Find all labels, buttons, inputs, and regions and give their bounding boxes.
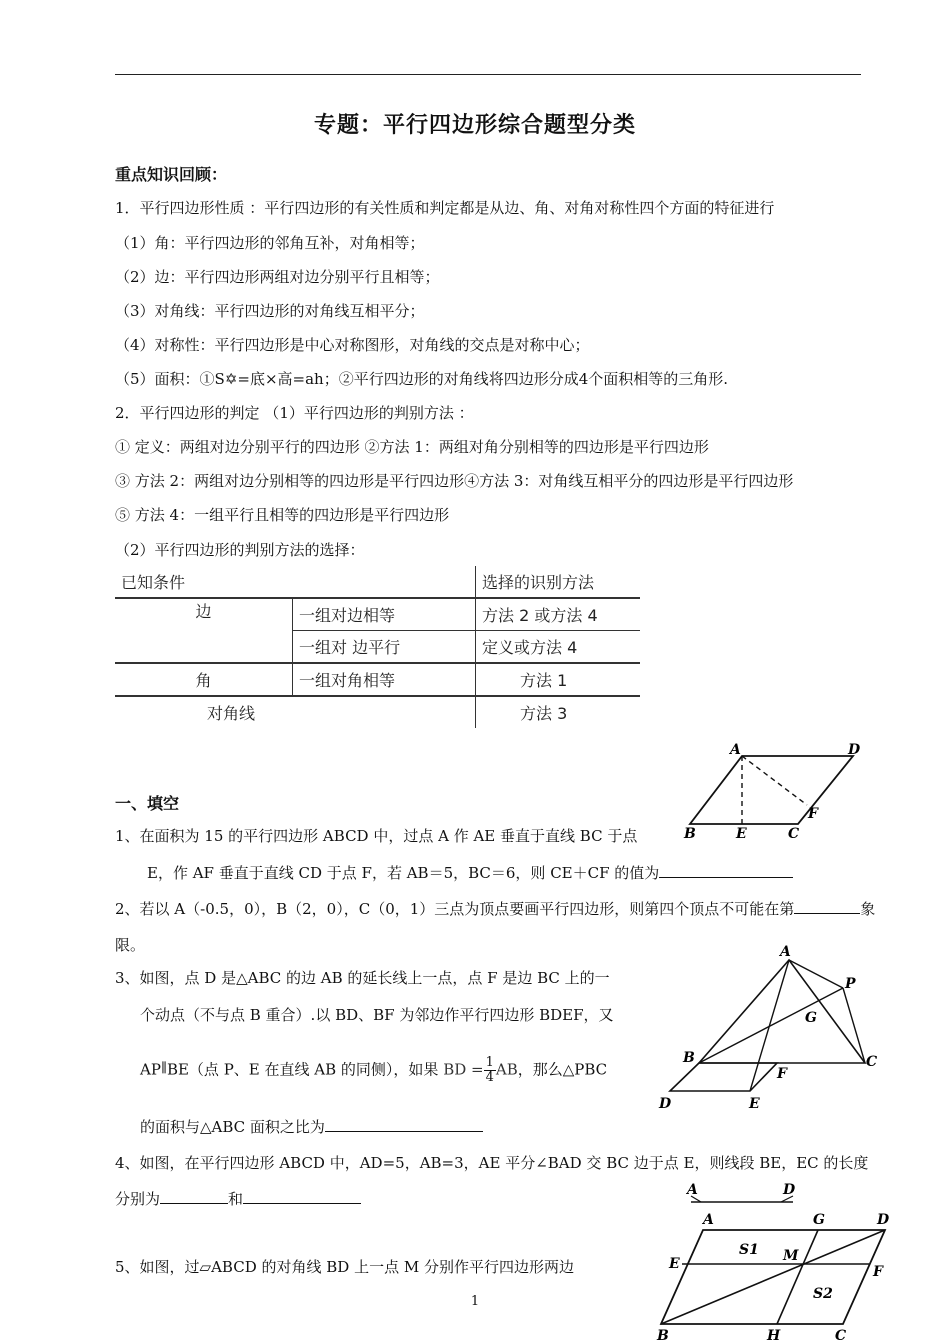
fig4-label: A <box>687 1182 698 1198</box>
answer-blank[interactable] <box>794 899 860 914</box>
header-rule <box>115 74 861 75</box>
fig3-label: F <box>777 1066 787 1082</box>
answer-blank[interactable] <box>659 863 793 878</box>
fig3-label: A <box>780 944 791 960</box>
fig5-label: H <box>767 1328 781 1344</box>
question-3-line: 个动点（不与点 B 重合）.以 BD、BF 为邻边作平行四边形 BDEF，又 <box>140 1006 614 1024</box>
figure-parallelogram-abcd <box>680 738 870 843</box>
fig1-label: D <box>848 742 861 758</box>
question-3-line <box>140 1056 607 1085</box>
fraction-lhs: BD = <box>443 1060 484 1079</box>
fig1-label: A <box>730 742 741 758</box>
review-line: （1）角：平行四边形的邻角互补，对角相等； <box>115 234 425 252</box>
parallel-equal-icon: ∥ <box>160 1060 167 1076</box>
fraction-numerator: 1 <box>485 1055 494 1070</box>
question-3-text: 的面积与△ABC 面积之比为 <box>140 1118 325 1136</box>
table-condition: 一组对角相等 <box>293 663 476 696</box>
table-method: 方法 2 或方法 4 <box>476 598 641 631</box>
review-line: ⑤ 方法 4：一组平行且相等的四边形是平行四边形 <box>115 506 450 524</box>
fig3-label: D <box>659 1096 672 1112</box>
fraction-denominator: 4 <box>485 1070 494 1085</box>
fig3-label: E <box>749 1096 760 1112</box>
figure-triangle-abc <box>655 938 878 1118</box>
answer-blank[interactable] <box>325 1117 483 1132</box>
fig3-label: C <box>866 1054 878 1070</box>
table-group: 对角线 <box>115 696 476 728</box>
page-title: 专题：平行四边形综合题型分类 <box>313 113 636 138</box>
review-heading: 重点知识回顾： <box>115 165 228 184</box>
table-condition: 一组对 边平行 <box>293 631 476 664</box>
table-header-condition: 已知条件 <box>115 566 476 598</box>
figure-parallelogram-bd-diagonal <box>655 1208 910 1344</box>
fig3-label: B <box>683 1050 695 1066</box>
fig5-label: F <box>873 1264 883 1280</box>
fig1-label: F <box>808 806 818 822</box>
review-line: （3）对角线：平行四边形的对角线互相平分； <box>115 302 425 320</box>
fig5-label: S2 <box>813 1286 833 1302</box>
question-1-line <box>147 862 793 883</box>
fig1-label: B <box>684 826 696 842</box>
review-line: （2）平行四边形的判别方法的选择： <box>115 541 365 559</box>
table-header-method: 选择的识别方法 <box>476 566 641 598</box>
question-5-line: 5、如图，过▱ABCD 的对角线 BD 上一点 M 分别作平行四边形两边 <box>115 1258 574 1276</box>
method-table <box>115 566 640 728</box>
fig5-label: G <box>813 1212 825 1228</box>
review-line: 1．平行四边形性质 ：平行四边形的有关性质和判定都是从边、角、对角对称性四个方面的特征进行 <box>115 199 775 217</box>
question-2-suffix: 象 <box>860 900 876 918</box>
review-line: （2）边：平行四边形两组对边分别平行且相等； <box>115 268 440 286</box>
question-3-text: AP <box>140 1060 161 1079</box>
question-3-text: ，那么△PBC <box>517 1060 608 1079</box>
fig5-label: C <box>835 1328 847 1344</box>
figure-segment-ad <box>683 1180 803 1210</box>
question-2-line <box>115 898 875 919</box>
table-group: 角 <box>115 663 293 696</box>
table-condition: 一组对边相等 <box>293 598 476 631</box>
page-number: 1 <box>470 1294 480 1309</box>
fig5-label: D <box>877 1212 890 1228</box>
fig5-label: M <box>783 1248 799 1264</box>
question-3-line: 3、如图，点 D 是△ABC 的边 AB 的延长线上一点，点 F 是边 BC 上的一 <box>115 969 610 987</box>
question-2-line: 限。 <box>115 936 146 954</box>
fig4-label: D <box>783 1182 796 1198</box>
fig5-label: A <box>703 1212 714 1228</box>
fig1-label: C <box>788 826 800 842</box>
section-heading: 一、填空 <box>115 794 180 813</box>
question-4-line: 4、如图，在平行四边形 ABCD 中，AD=5，AB=3，AE 平分∠BAD 交 BC 边于点 E，则线段 BE，EC 的长度 <box>115 1154 869 1172</box>
fig3-label: P <box>845 976 856 992</box>
question-4-text: 和 <box>228 1190 244 1208</box>
answer-blank[interactable] <box>160 1189 228 1204</box>
question-4-line <box>115 1188 361 1209</box>
fig5-label: S1 <box>739 1242 759 1258</box>
table-method: 方法 1 <box>476 663 641 696</box>
question-2-text: 2、若以 A（-0.5，0），B（2，0），C（0，1）三点为顶点要画平行四边形，则第四个顶点不可能在第 <box>115 900 795 918</box>
question-1-line: 1、在面积为 15 的平行四边形 ABCD 中，过点 A 作 AE 垂直于直线 BC 于点 <box>115 827 638 845</box>
review-line: 2．平行四边形的判定 （1）平行四边形的判别方法 ： <box>115 404 474 422</box>
answer-blank[interactable] <box>243 1189 361 1204</box>
review-line: ① 定义：两组对边分别平行的四边形 ②方法 1：两组对角分别相等的四边形是平行四边形 <box>115 438 709 456</box>
question-4-text: 分别为 <box>115 1190 161 1208</box>
review-line: （4）对称性：平行四边形是中心对称图形，对角线的交点是对称中心； <box>115 336 590 354</box>
question-3-text: BE（点 P、E 在直线 AB 的同侧），如果 <box>166 1060 439 1079</box>
question-3-line <box>140 1116 483 1137</box>
fig5-label: E <box>669 1256 680 1272</box>
question-1-text: E，作 AF 垂直于直线 CD 于点 F，若 AB＝5，BC＝6，则 CE＋CF 的值为 <box>147 864 660 882</box>
review-line: （5）面积：①S✡=底×高=ah；②平行四边形的对角线将四边形分成4个面积相等的三角形. <box>115 370 729 388</box>
fraction-rhs: AB <box>495 1060 518 1079</box>
fig3-label: G <box>805 1010 817 1026</box>
fig1-label: E <box>736 826 747 842</box>
table-method: 方法 3 <box>520 704 568 723</box>
fig5-label: B <box>657 1328 669 1344</box>
table-group: 边 <box>115 598 293 663</box>
review-line: ③ 方法 2：两组对边分别相等的四边形是平行四边形④方法 3：对角线互相平分的四边形是平行四边形 <box>115 472 794 490</box>
fraction <box>484 1056 496 1085</box>
table-method: 定义或方法 4 <box>476 631 641 664</box>
